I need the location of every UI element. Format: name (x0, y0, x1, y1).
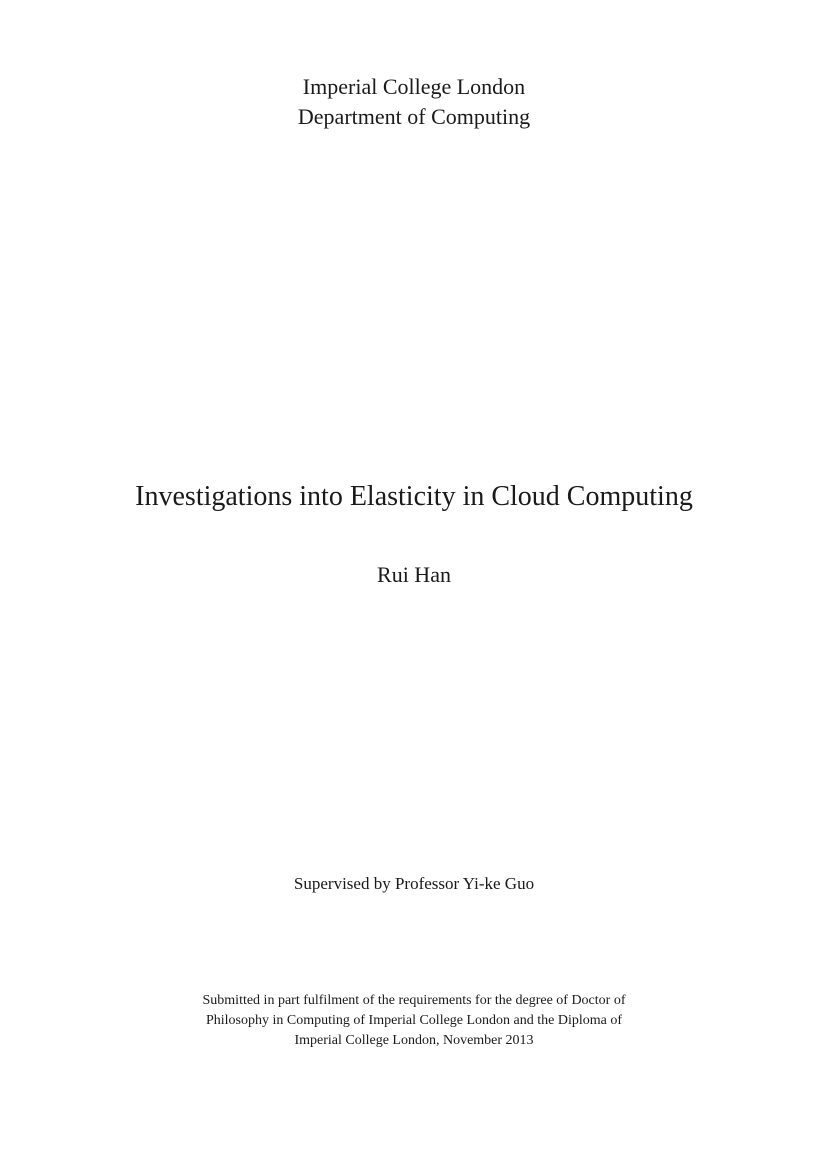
submission-line-2: Philosophy in Computing of Imperial College London and the Diploma of (205, 1013, 623, 1028)
author-name: Rui Han (377, 562, 451, 587)
submission-line-1: Submitted in part fulfilment of the requirements for the degree of Doctor of (202, 993, 626, 1008)
supervisor-line: Supervised by Professor Yi-ke Guo (293, 874, 535, 893)
thesis-title: Investigations into Elasticity in Cloud Computing (135, 481, 693, 512)
submission-statement (0, 991, 828, 1051)
submission-line-3: Imperial College London, November 2013 (294, 1033, 534, 1048)
institution-name: Imperial College London (302, 74, 526, 99)
department-name: Department of Computing (297, 104, 531, 129)
